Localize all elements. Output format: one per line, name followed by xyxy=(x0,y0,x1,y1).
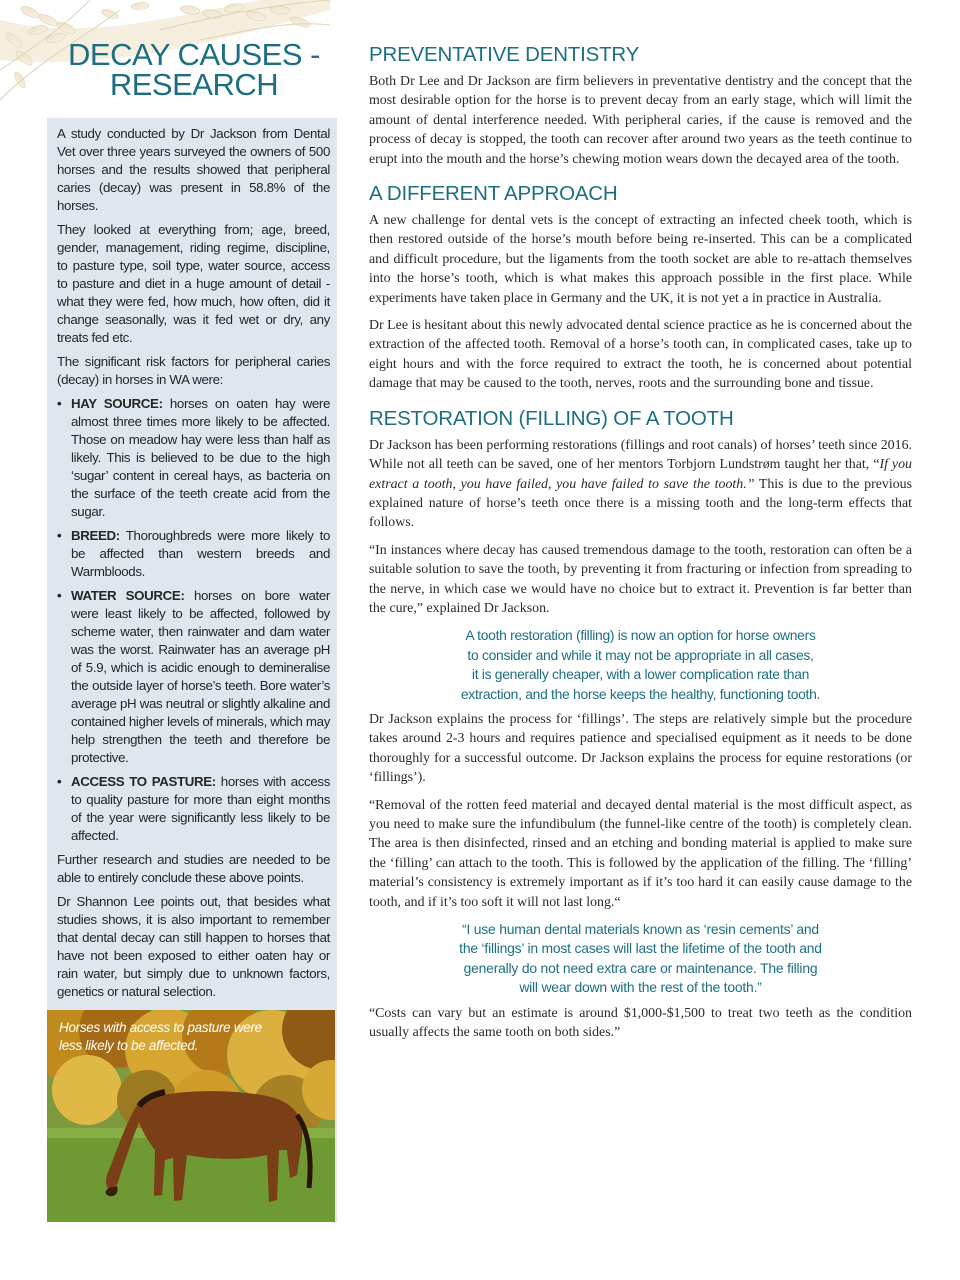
pull-quote-line: it is generally cheaper, with a lower complication rate than xyxy=(471,666,810,683)
paragraph-restoration-1 xyxy=(369,436,912,533)
paragraph-costs: “Costs can vary but an estimate is around $1,000-$1,500 to treat two teeth as the condition usually affects the same tooth on both sides.” xyxy=(369,1005,912,1041)
paragraph-removal: “Removal of the rotten feed material and decayed dental material is the most difficult aspect, as you need to make sure the infundibulum (the funnel-like centre of the tooth) is completely clean. The area is then disinfected, rinsed and an etching and bonding material is applied to make sure the ‘filling’ can attach to the tooth. This is followed by the application of the filling. The ‘filling’ material’s consistency is extremely important as if it’s too hard it can easily cause damage to the tooth, and if it’s too soft it will not last long.“ xyxy=(369,797,912,910)
risk-factor-list xyxy=(57,395,330,845)
risk-factor-text: Thoroughbreds were more likely to be affected than western breeds and Warmbloods. xyxy=(71,528,330,579)
heading-preventative-dentistry: PREVENTATIVE DENTISTRY xyxy=(369,43,640,66)
pull-quote-line: A tooth restoration (filling) is now an option for horse owners xyxy=(465,627,816,644)
restoration-text-a: Dr Jackson has been performing restorations (fillings and root canals) of horses’ teeth since 2016. While not all teeth can be saved, one of her mentors Torbjorn Lundstrøm taught her that, “ xyxy=(369,437,912,473)
pull-quote-line: “I use human dental materials known as ‘resin cements’ and xyxy=(462,921,819,938)
risk-factor-text: horses on bore water were least likely to be affected, followed by scheme water, then rainwater and dam water was the worst. Rainwater has an average pH of 5.9, which is acidic enough to demineralise the outside layer of horse’s teeth. Bore water’s average pH was neutral or slightly alkaline and contained higher levels of minerals, which may help strengthen the teeth and therefore be protective. xyxy=(71,588,330,765)
paragraph-preventative: Both Dr Lee and Dr Jackson are firm believers in preventative dentistry and the concept that the most desirable option for the horse is to prevent decay from an early stage, which will limit the amount of dental interference needed. With peripheral caries, if the cause is removed and the process of decay is stopped, the tooth can recover after around two years as the teeth continue to erupt into the mouth and the horse’s chewing motion wears down the decayed area of the tooth. xyxy=(369,74,912,167)
sidebar-shannon: Dr Shannon Lee points out, that besides what studies shows, it is also important to remember that dental decay can still happen to horses that have not been exposed to either oaten hay or rain water, but simply due to unknown factors, genetics or natural selection. xyxy=(57,894,330,999)
heading-restoration: RESTORATION (FILLING) OF A TOOTH xyxy=(369,406,734,430)
risk-factor-text: horses with access to quality pasture for more than eight months of the year were significantly less likely to be affected. xyxy=(71,774,330,843)
risk-factor-water xyxy=(57,587,330,767)
pull-quote-line: generally do not need extra care or maintenance. The filling xyxy=(463,959,818,976)
risk-factor-label: BREED: xyxy=(71,528,120,543)
main-column xyxy=(369,42,912,1050)
sidebar-body xyxy=(57,125,330,1007)
risk-factor-label: ACCESS TO PASTURE: xyxy=(71,774,216,789)
restoration-text-b: This is due to the previous explained nature of horse’s teeth once there is a missing tooth and the long-term effects that follows. xyxy=(369,476,912,531)
risk-factor-label: WATER SOURCE: xyxy=(71,588,185,603)
pull-quote-line: the ‘fillings’ in most cases will last the lifetime of the tooth and xyxy=(459,940,822,957)
sidebar-looked-at: They looked at everything from; age, breed, gender, management, riding regime, discipline, to pasture type, soil type, water source, access to pasture and diet in a huge amount of detail - what they were fed, how much, how often, did it change seasonally, was it fed wet or dry, any treats fed etc. xyxy=(57,222,330,345)
photo-caption: Horses with access to pasture were less likely to be affected. xyxy=(59,1020,262,1053)
heading-different-approach: A DIFFERENT APPROACH xyxy=(369,182,618,206)
paragraph-process: Dr Jackson explains the process for ‘fillings’. The steps are relatively simple but the procedure takes around 2-3 hours and requires patience and specialised equipment as it needs to be done thoroughly for a successful outcome. Dr Jackson explains the process for equine restorations (or ‘fillings’). xyxy=(369,711,912,786)
paragraph-different-approach-1: A new challenge for dental vets is the concept of extracting an infected cheek tooth, which is then restored outside of the horse’s mouth before being re-inserted. This can be a complicated and difficult procedure, but the ligaments from the tooth socket are able to re-attach themselves into the horse’s tooth, which is what makes this approach possible in the first place. While experiments have taken place in Germany and the UK, it is not yet a in practice in Australia. xyxy=(369,213,912,306)
bullet-icon: • xyxy=(57,588,62,603)
pull-quote-line: extraction, and the horse keeps the healthy, functioning tooth. xyxy=(460,685,821,702)
risk-factor-breed xyxy=(57,527,330,581)
sidebar-further: Further research and studies are needed to be able to entirely conclude these above points. xyxy=(57,852,330,885)
mentor-quote: If you extract a tooth, you have failed, you have failed to save the tooth.” xyxy=(369,457,912,492)
bullet-icon: • xyxy=(57,396,62,411)
risk-factor-pasture xyxy=(57,773,330,845)
sidebar-risk-intro: The significant risk factors for peripheral caries (decay) in horses in WA were: xyxy=(57,354,330,387)
sidebar-intro: A study conducted by Dr Jackson from Dental Vet over three years surveyed the owners of 500 horses and the results showed that peripheral caries (decay) was present in 58.8% of the horses. xyxy=(57,126,330,213)
sidebar-title-line1: DECAY CAUSES - xyxy=(68,37,320,72)
risk-factor-text: horses on oaten hay were almost three times more likely to be affected. Those on meadow hay were less than half as likely. This is believed to be due to the high ‘sugar’ content in cereal hays, as bacteria on the surface of the teeth create acid from the sugar. xyxy=(71,396,330,519)
risk-factor-hay xyxy=(57,395,330,521)
pull-quote-restoration xyxy=(369,626,912,704)
bullet-icon: • xyxy=(57,774,62,789)
pull-quote-line: to consider and while it may not be appropriate in all cases, xyxy=(467,646,814,663)
sidebar-title-line2: RESEARCH xyxy=(109,67,279,102)
risk-factor-label: HAY SOURCE: xyxy=(71,396,163,411)
pull-quote-materials xyxy=(369,920,912,998)
paragraph-restoration-2: “In instances where decay has caused tremendous damage to the tooth, restoration can often be a suitable solution to save the tooth, by preventing it from fracturing or infection from spreading to the nerve, in which case we would have no choice but to extract it. Prevention is far better than the cure,” explained Dr Jackson. xyxy=(369,542,912,616)
pull-quote-line: will wear down with the rest of the tooth.” xyxy=(519,979,762,996)
bullet-icon: • xyxy=(57,528,62,543)
paragraph-different-approach-2: Dr Lee is hesitant about this newly advocated dental science practice as he is concerned about the extraction of the affected tooth. Removal of a horse’s tooth can, in complicated cases, take up to eight hours and with the force required to extract the tooth, he is concerned about potential damage that may be caused to the tooth, nerves, roots and the surrounding bone and tissue. xyxy=(369,318,912,392)
sidebar-title xyxy=(48,37,340,102)
